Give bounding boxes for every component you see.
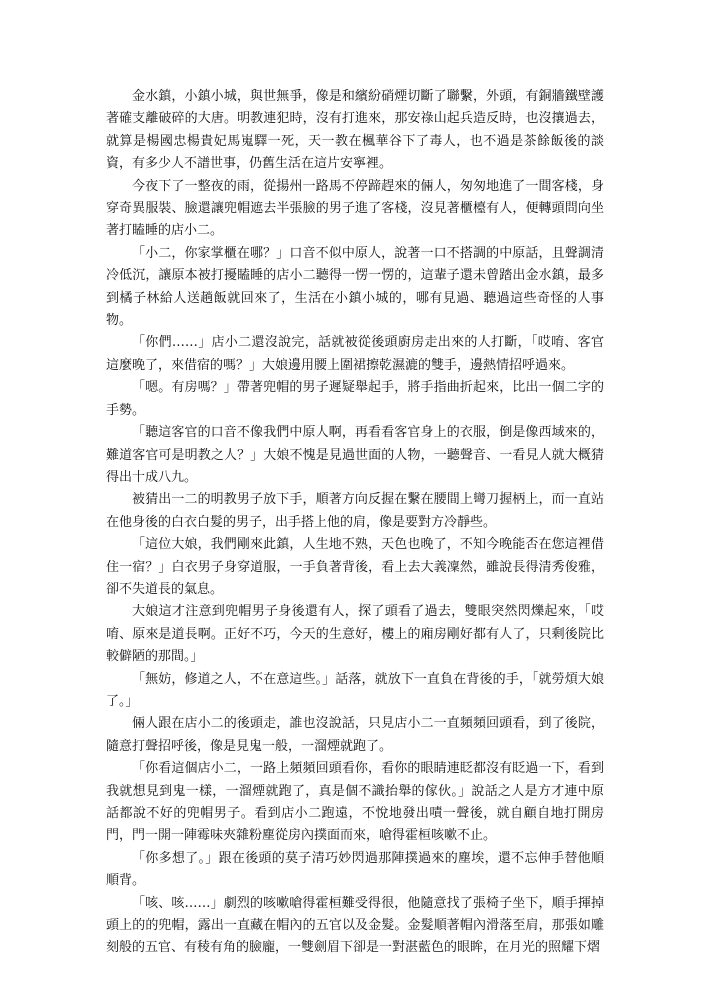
paragraph: 「你多想了。」跟在後頭的莫子清巧妙閃過那陣撲過來的塵埃，還不忘伸手替他順順背。	[106, 850, 604, 889]
paragraph: 「這位大娘，我們剛來此鎮，人生地不熟，天色也晚了，不知今晚能否在您這裡借住一宿？」白衣男子身穿道服，一手負著背後，看上去大義凜然，雖說長得清秀俊雅，卻不失道長的氣息。	[106, 537, 604, 597]
paragraph: 「無妨，修道之人，不在意這些。」話落，就放下一直負在背後的手，「就勞煩大娘了。」	[106, 671, 604, 709]
paragraph: 大娘這才注意到兜帽男子身後還有人，探了頭看了過去，雙眼突然閃爍起來，「哎唷、原來是道長啊。正好不巧，今天的生意好，樓上的廂房剛好都有人了，只剩後院比較僻陋的那間。」	[106, 604, 604, 665]
body-text	[106, 86, 604, 960]
paragraph: 倆人跟在店小二的後頭走，誰也沒說話，只見店小二一直頻頻回頭看，到了後院，隨意打聲招呼後，像是見鬼一般，一溜煙就跑了。	[106, 716, 604, 754]
paragraph: 金水鎮，小鎮小城，與世無爭，像是和繽紛硝煙切斷了聯繫，外頭，有銅牆鐵壁護著確支離破碎的大唐。明教連犯時，沒有打進來，那安祿山起兵造反時，也沒攘過去，就算是楊國忠楊貴妃馬嵬驛一死，天一教在楓華谷下了毒人，也不過是茶餘飯後的談資，有多少人不譜世事，仍舊生活在這片安寧裡。	[106, 89, 604, 172]
paragraph: 「聽這客官的口音不像我們中原人啊，再看看客官身上的衣服，倒是像西域來的，難道客官可是明教之人？」大娘不愧是見過世面的人物，一聽聲音、一看見人就大概猜得出十成八九。	[106, 425, 604, 485]
paragraph: 「嗯。有房嗎？」帶著兜帽的男子遲疑舉起手，將手指曲折起來，比出一個二字的手勢。	[106, 380, 604, 418]
paragraph: 今夜下了一整夜的雨，從揚州一路馬不停蹄趕來的倆人，匆匆地進了一間客棧，身穿奇異服裝、臉還讓兜帽遮去半張臉的男子進了客棧，沒見著櫃檯有人，便轉頭問向坐著打瞌睡的店小二。	[106, 178, 604, 239]
paragraph: 被猜出一二的明教男子放下手，順著方向反握在繫在腰間上彎刀握柄上，而一直站在他身後的白衣白髮的男子，出手搭上他的肩，像是要對方冷靜些。	[106, 492, 604, 530]
paragraph: 「你看這個店小二，一路上頻頻回頭看你，看你的眼睛連眨都沒有眨過一下，看到我就想見到鬼一樣，一溜煙就跑了，真是個不識抬舉的傢伙。」說話之人是方才連中原話都說不好的兜帽男子。看到店小二跑遠，不悅地發出嘖一聲後，就自顧自地打開房門，門一開一陣霉味夾雜粉塵從房內撲面而來，嗆得霍桓咳嗽不止。	[106, 761, 604, 844]
paragraph: 「咳、咳……」劇烈的咳嗽嗆得霍桓難受得很，他隨意找了張椅子坐下，順手揮掉頭上的的兜帽，露出一直藏在帽內的五官以及金髮。金髮順著帽內滑落至肩，那張如雕刻般的五官、有稜有角的臉龐，一雙劍眉下卻是一對湛藍色的眼眸，在月光的照耀下熠	[106, 895, 604, 956]
paragraph: 「你們……」店小二還沒說完，話就被從後頭廚房走出來的人打斷，「哎唷、客官這麼晚了，來借宿的嗎？」大娘邊用腰上圍裙擦乾濕漉的雙手，邊熱情招呼過來。	[106, 335, 604, 373]
paragraph: 「小二，你家掌櫃在哪？」口音不似中原人，說著一口不搭調的中原話，且聲調清冷低沉，讓原本被打擾瞌睡的店小二聽得一愣一愣的，這輩子還未曾踏出金水鎮，最多到橘子林給人送趟飯就回來了，生活在小鎮小城的，哪有見過、聽過這些奇怪的人事物。	[106, 245, 604, 329]
